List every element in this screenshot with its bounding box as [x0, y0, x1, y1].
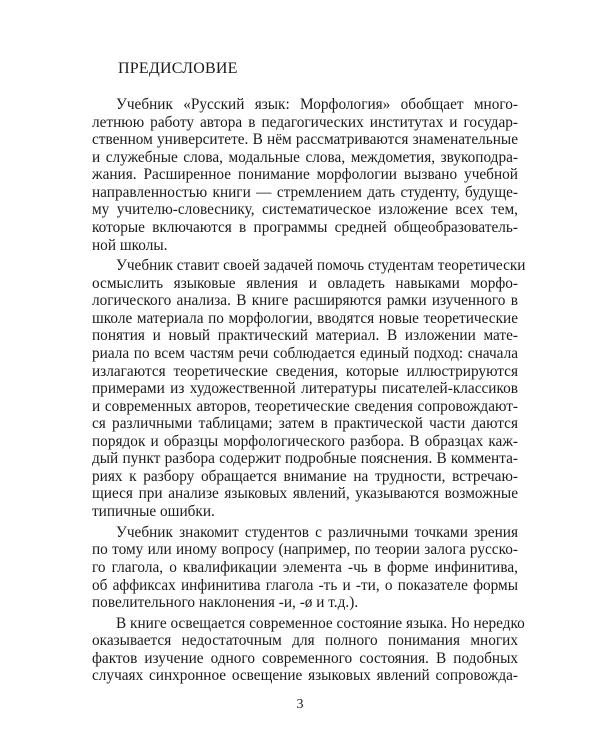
paragraph-line: дый пункт разбора содержит подробные пояснения. В коммента- — [92, 450, 518, 468]
paragraph-line: излагаются теоретические сведения, которые иллюстрируются — [92, 362, 518, 380]
paragraph-line: типичные ошибки. — [92, 503, 215, 521]
page-heading: ПРЕДИСЛОВИЕ — [118, 60, 238, 77]
paragraph-line: В книге освещается современное состояние языка. Но нередко — [116, 614, 525, 632]
paragraph-line: щиеся при анализе языковых явлений, указываются возможные — [92, 485, 518, 503]
paragraph-line: жания. Расширенное понимание морфологии вызвано учебной — [92, 166, 518, 184]
paragraph-line: школе материала по морфологии, вводятся новые теоретические — [92, 309, 518, 327]
paragraph-line: которые включаются в программы средней общеобразователь- — [92, 218, 518, 236]
paragraph-line: риала по всем частям речи соблюдается единый подход: сначала — [92, 344, 518, 362]
paragraph-line: летнюю работу автора в педагогических институтах и государ- — [92, 113, 518, 131]
page-number: 3 — [296, 697, 304, 712]
paragraph-line: повелительного наклонения -и, -ø и т.д.). — [92, 594, 359, 612]
paragraph-line: фактов изучение одного современного состояния. В подобных — [92, 649, 518, 667]
paragraph-line: ной школы. — [92, 236, 168, 254]
paragraph-3 — [92, 524, 518, 612]
paragraph-line: направленностью книги — стремлением дать студенту, будуще- — [92, 183, 518, 201]
paragraph-line: и современных авторов, теоретические сведения сопровождают- — [92, 397, 518, 415]
paragraph-line: Учебник знакомит студентов с различными точками зрения — [116, 523, 518, 541]
paragraph-4 — [92, 614, 525, 685]
paragraph-line: случаях синхронное освещение языковых явлений сопровожда- — [92, 667, 518, 685]
paragraph-line: по тому или иному вопросу (например, по теории залога русско- — [92, 541, 518, 559]
paragraph-line: логического анализа. В книге расширяются рамки изученного в — [92, 292, 518, 310]
paragraph-line: порядок и образцы морфологического разбора. В образцах каж- — [92, 432, 518, 450]
paragraph-line: Учебник «Русский язык: Морфология» обобщает много- — [116, 96, 518, 113]
paragraph-line: риях к разбору обращается внимание на трудности, встречаю- — [92, 467, 518, 485]
paragraph-1 — [92, 96, 518, 254]
paragraph-line: оказывается недостаточным для полного понимания многих — [92, 632, 518, 650]
paragraph-line: му учителю-словеснику, систематическое изложение всех тем, — [92, 201, 518, 219]
paragraph-line: и служебные слова, модальные слова, междометия, звукоподра- — [92, 148, 518, 166]
paragraph-2 — [92, 257, 526, 521]
paragraph-line: об аффиксах инфинитива глагола -ть и -ти, о показателе формы — [92, 576, 518, 594]
paragraph-line: ственном университете. В нём рассматриваются знаменательные — [92, 131, 518, 149]
paragraph-line: го глагола, о квалификации элемента -чь в форме инфинитива, — [92, 558, 518, 576]
paragraph-line: осмыслить языковые явления и овладеть навыками морфо- — [92, 274, 518, 292]
paragraph-line: понятия и новый практический материал. В изложении мате- — [92, 327, 518, 345]
paragraph-line: примерами из художественной литературы писателей-классиков — [92, 380, 518, 398]
paragraph-line: ся различными таблицами; затем в практической части даются — [92, 415, 518, 433]
paragraph-line: Учебник ставит своей задачей помочь студентам теоретически — [116, 257, 526, 275]
